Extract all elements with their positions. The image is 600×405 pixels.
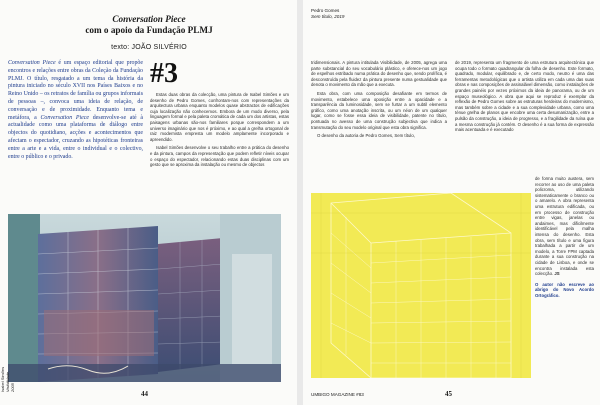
spelling-note: O autor não escreve ao abrigo do Novo Acordo Ortográfico. — [535, 281, 594, 298]
right-text-column-2-narrow — [535, 176, 594, 301]
painting-caption-artist: Isabel Simões — [0, 366, 5, 392]
magazine-name: UMBIGO MAGAZINE #83 — [311, 392, 364, 397]
right-col1-paragraph-2: Esta obra, com uma composição desafiante em termos de movimento, estabelece uma oposição entre a opacidade e a transparência da luminosidade, sem se furtar a um subtil elemento gráfico, como uma anotação inscrita, ou um néon de um qualquer lugar, como se fosse essa ideia de visibilidade, patente no título, pontuada no avesso de uma construção subjectiva que indica a transmutação do seu modelo original que esta obra significa. — [311, 90, 447, 130]
intro-body: é um espaço editorial que propõe encontros e relações entre obras da Coleção da Fundação PLMJ. O título, resgatado a um tema da história da pintura iniciado no século XVII nos Países Baixos e no Reino Unido – os retratos de família ou grupos informais de pessoas –, convoca uma ideia de relação, de conversação e de proximidade. Enquanto tema e metáfora, a — [8, 60, 143, 121]
right-col2-paragraph-2-text: de forma muito austera, sem recorrer ao uso de uma paleta policroma, utilizando sistematicamente o branco ou o amarelo. A obra representa uma estrutura edificada, ou em processo de construção entre vigas, janelas ou andaimes, mas dificilmente identificável pela malha intensa do desenho. Esta obra, sem título e uma figura trabalhada a partir de um modelo, a Torre FPM captada durante a sua construção na cidade de Lisboa, e onde se encontra instalada esta colecção. — [535, 176, 594, 277]
end-mark: JS — [554, 271, 560, 277]
intro-lead-italic: Conversation Piece — [8, 60, 56, 66]
intro-inline-italic: Conversation Piece — [40, 114, 89, 121]
title-line-2: com o apoio da Fundação PLMJ — [85, 25, 213, 35]
left-col-paragraph-2: Isabel Simões desenvolve o seu trabalho entre a prática do desenho e da pintura, campos da representação que podem refletir níveis ocupar o espaço do espectador, relacionando estas duas disciplinas com um gesto que se aproxima da instalação ou mesmo de objectos — [150, 145, 289, 168]
right-text-column-1 — [311, 60, 447, 142]
issue-number: #3 — [150, 58, 178, 89]
right-col2-paragraph-1: de 2019, representa um fragmento de uma estrutura arquitectónica que ocupa todo o formato quadrangular da folha de desenho. Este formato, quadrado, modular, equilibrado e, de certo modo, neutro é uma das ferramentas metodológicas que o artista utiliza em cada uma das suas obras e nas composições de assinalável dimensão, como instalações de grandes painéis por vezes próximos da ideia de panorama, ou de um espaço museológico. A obra que aqui se reproduz é exemplar da reflexão de Pedro Gomes sobre as estruturas herdeiras do modernismo, mas também sobre a cidade e a sua complexidade urbana, como uma ténue grelha de planos que encobre uma certa desumanização, entre a pulsão da construção, a ideia de progresso, e a fragilidade da ruína que a mesma construção já contém. O desenho é a sua forma de expressão mais acentuada e é executado — [455, 60, 594, 133]
right-text-column-2-top — [455, 60, 594, 136]
left-page-number: 44 — [141, 390, 148, 398]
article-title — [18, 14, 280, 36]
right-col2-paragraph-2 — [535, 176, 594, 277]
painting-caption — [1, 362, 15, 392]
intro-body-end: desenvolve-se até à actualidade como uma plataforma de diálogo entre objectos do quotidiano, acções e acontecimentos que afectam o espectador, cruzando as hipotéticas fronteiras entre a arte e a vida, entre o individual e o colectivo, entre o público e o privado. — [8, 114, 143, 160]
painting-caption-title: Visibilidade, 2005 — [4, 370, 15, 392]
intro-paragraph — [8, 60, 143, 161]
drawing-credit-author: Pedro Gomes — [311, 8, 340, 13]
right-col1-paragraph-1: tridimensionais. A pintura intitulada Visibilidade, de 2005, agrega uma parte substancial do seu vocabulário plástico, e oferece-nos um jogo de espelhos estribado numa prática do desenho que, sendo prolífica, é desconstruída pela fluidez da pintura presente numa gestualidade que denota o movimento da mão que a executa. — [311, 60, 447, 88]
drawing-credit-work: Sem título, 2019 — [311, 13, 345, 19]
right-col1-paragraph-3: O desenho da autoria de Pedro Gomes, Sem título, — [317, 133, 415, 139]
left-text-column — [150, 92, 289, 171]
drawing-sem-titulo — [311, 193, 531, 378]
painting-visibilidade — [8, 214, 281, 382]
right-page-number: 45 — [445, 390, 452, 398]
byline: texto: JOÃO SILVÉRIO — [111, 44, 187, 51]
title-line-1: Conversation Piece — [112, 14, 186, 24]
drawing-credit — [311, 8, 344, 19]
left-page — [0, 0, 297, 405]
right-page — [303, 0, 600, 405]
left-col-paragraph-1: Estas duas obras da colecção, uma pintura de Isabel Simões e um desenho de Pedro Gomes, confrontam-nos com representações da arquitectura urbana enquanto modelos quase abstractos de edificações cuja localização não conhecemos. Embora de um modo diverso, pela linguagem formal e pela paleta cromática de cada um dos artistas, estas paisagens urbanas são-nos familiares porque correspondem a um universo imaginário que nos é próximo, e ao qual a grelha ortogonal de raiz modernista empresta um modelo amplamente incorporado e apreendido. — [150, 92, 289, 142]
